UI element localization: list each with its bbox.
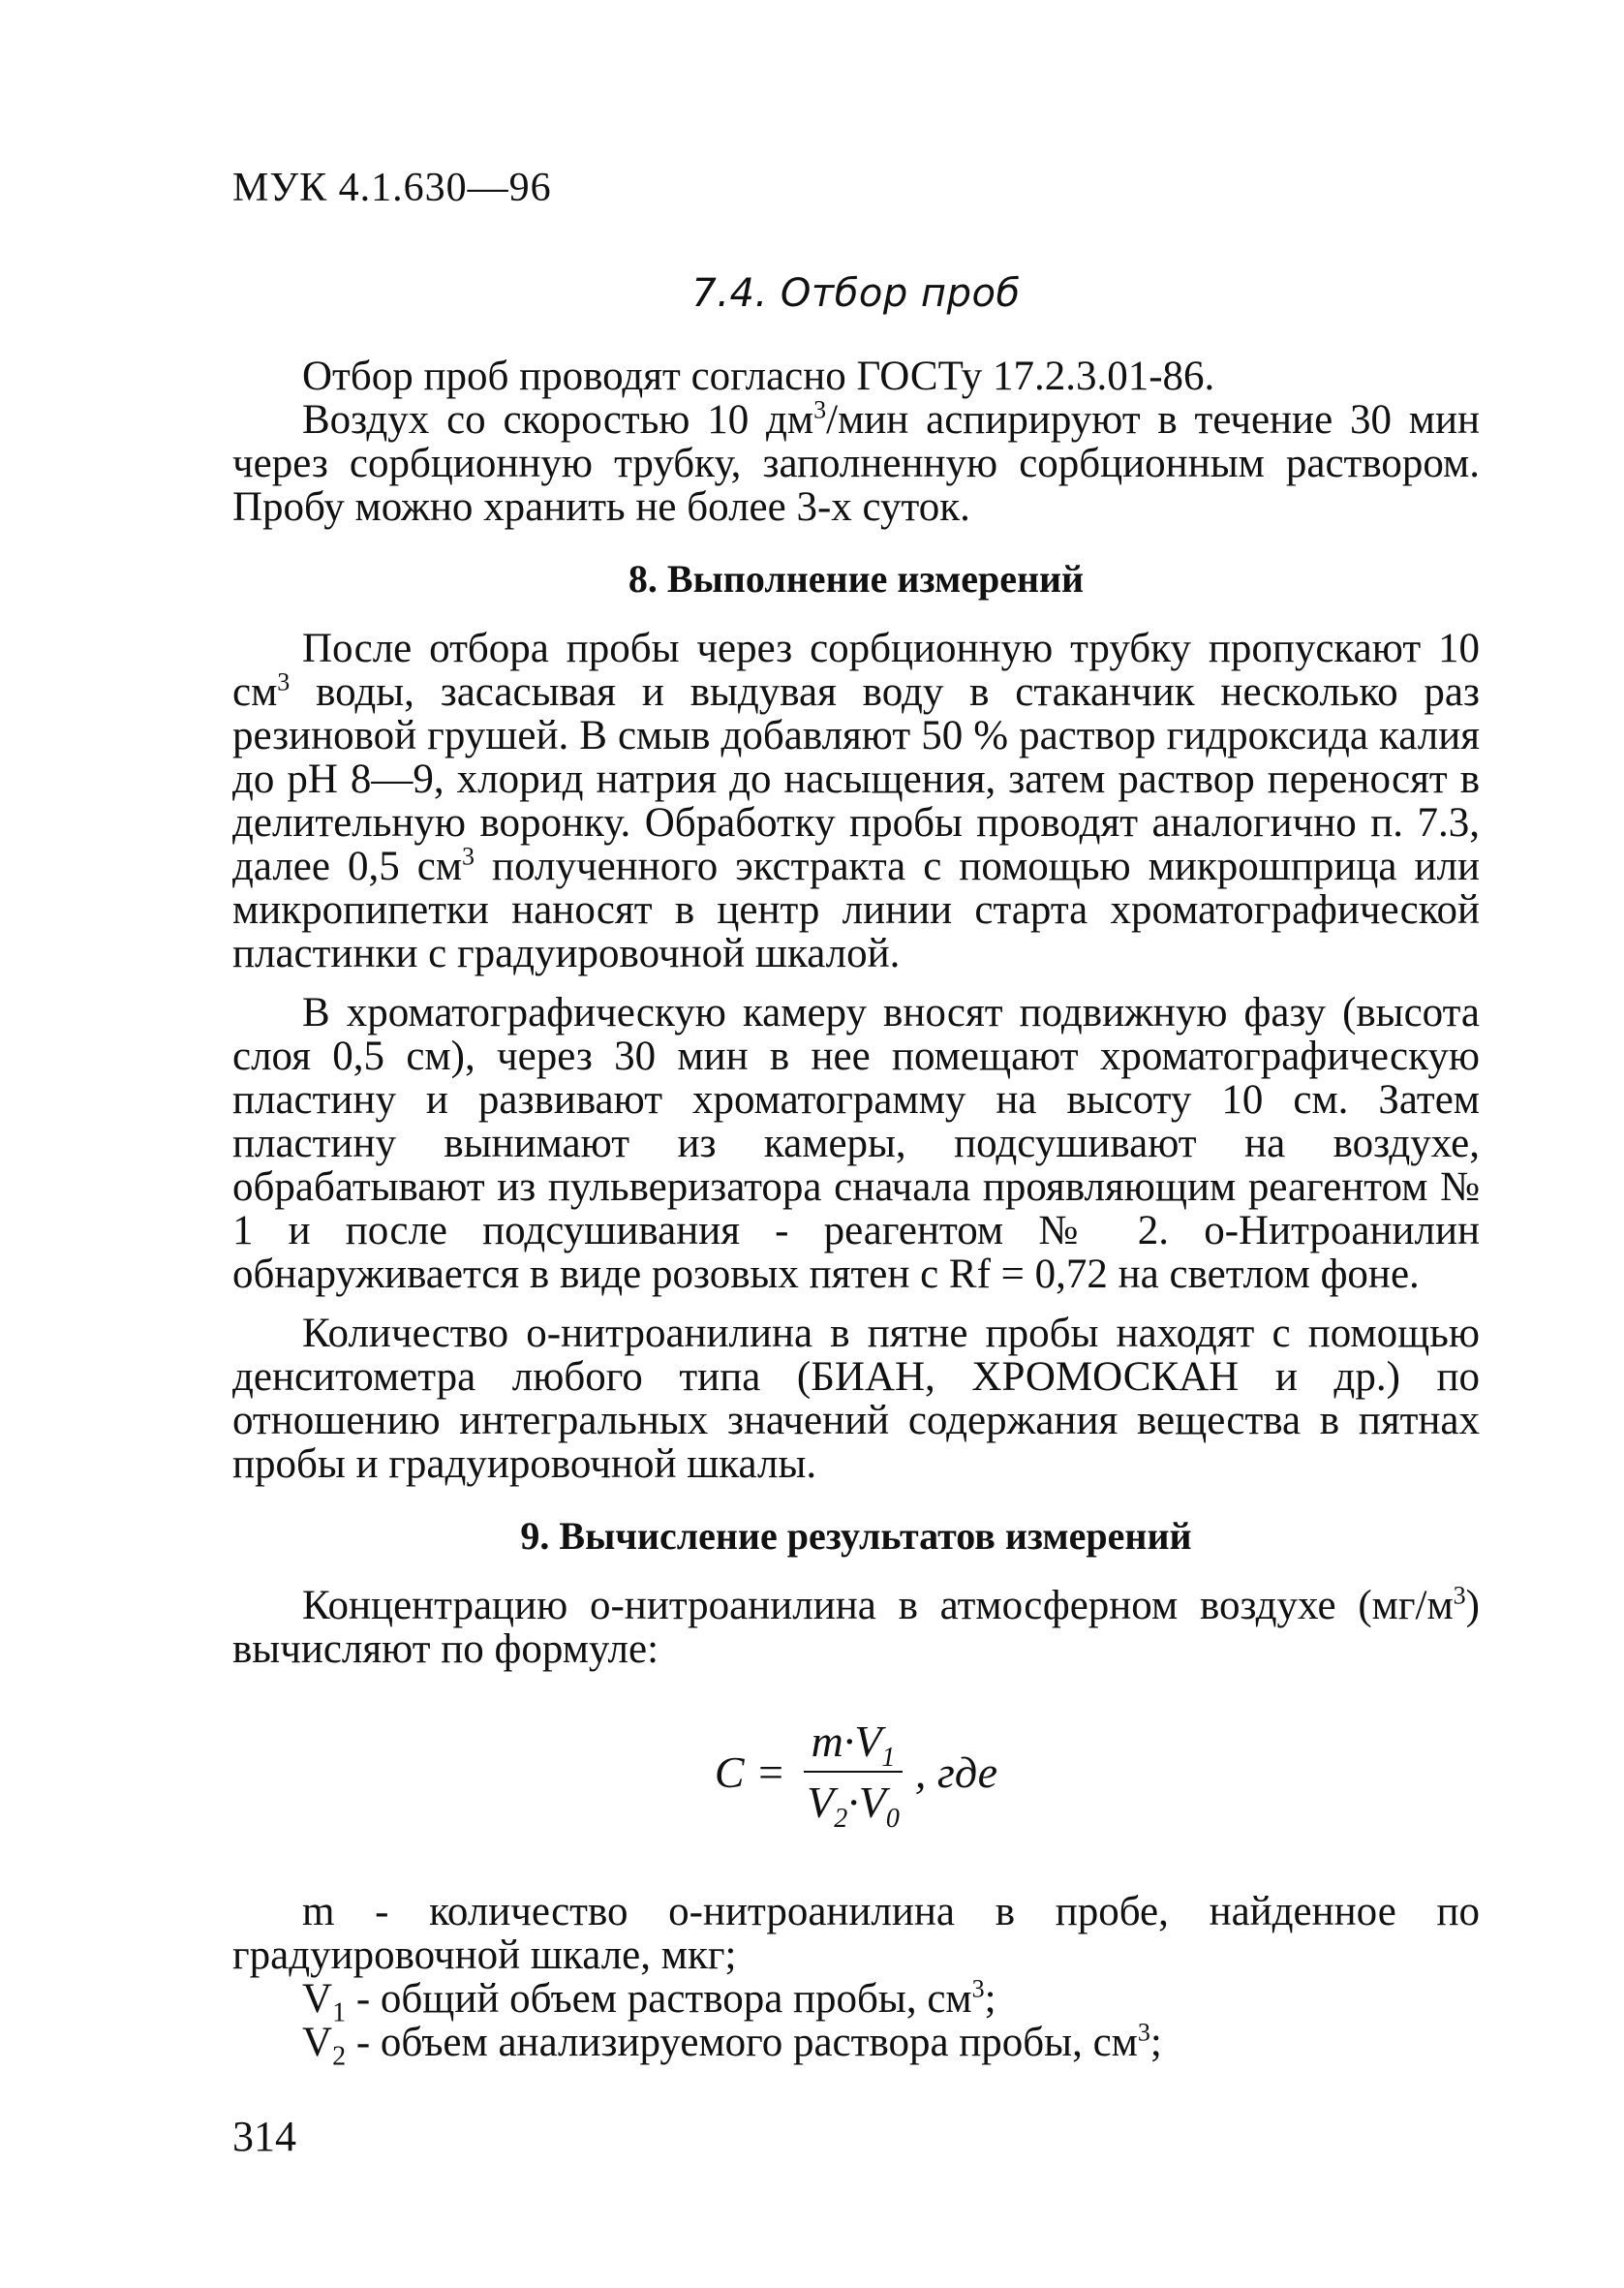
formula-lhs: C = [714,1747,786,1797]
definition-m: m - количество о-нитроанилина в пробе, найденное по градуировочной шкале, мкг; [232,1889,1480,1978]
paragraph: Отбор проб проводят согласно ГОСТу 17.2.3.01-86. [302,354,1215,399]
paragraph: Концентрацию о-нитроанилина в атмосферном воздухе $(мг/м^3)$ вычисляют по формуле: [232,1581,1480,1672]
formula-denominator: $V_2\cdot V_0$ [807,1778,900,1835]
paragraph: Воздух со скоростью 10 $дм^3$/мин аспирируют в течение 30 мин через сорбционную трубку, заполненную сорбционным раствором. Пробу можно хранить не более 3-х суток. [232,395,1480,530]
concentration-formula [232,1716,1480,1835]
definition-v2: $V_2$ - объем анализируемого раствора пробы, $см^3$; [302,2018,1162,2072]
page-number: 314 [232,2113,296,2160]
section-8-title: 8. Выполнение измерений [628,557,1085,601]
section-7-4-title: 7.4. Отбор проб [691,271,1021,316]
paragraph: После отбора пробы через сорбционную трубку пропускают 10 $см^3$ воды, засасывая и выдувая воду в стаканчик несколько раз резиновой грушей. В смыв добавляют 50 % раствор гидроксида калия до рН 8—9, хлорид натрия до насыщения, затем раствор переносят в делительную воронку. Обработку пробы проводят аналогично п. 7.3, далее 0,5 $см^3$ полученного экстракта с помощью микрошприца или микропипетки наносят в центр линии старта хроматографической пластинки с градуировочной шкалой. [232,626,1480,976]
section-9-title: 9. Вычисление результатов измерений [520,1514,1192,1558]
formula-tail: , где [914,1747,998,1797]
definition-v1: $V_1$ - общий объем раствора пробы, $см^3$; [302,1974,996,2028]
formula-numerator: $m\cdot V_1$ [804,1716,904,1773]
document-code: МУК 4.1.630—96 [232,166,552,210]
paragraph: Количество о-нитроанилина в пятне пробы находят с помощью денситометра любого типа (БИАН, ХРОМОСКАН и др.) по отношению интегральных значений содержания вещества в пятнах пробы и градуировочной шкалы. [232,1311,1480,1487]
page-content [232,271,1480,2072]
formula-fraction [799,1716,907,1835]
paragraph: В хроматографическую камеру вносят подвижную фазу (высота слоя 0,5 см), через 30 мин в нее помещают хроматографическую пластину и развивают хроматограмму на высоту 10 см. Затем пластину вынимают из камеры, подсушивают на воздухе, обрабатывают из пульверизатора сначала проявляющим реагентом № 1 и после подсушивания - реагентом № 2. о-Нитроанилин обнаруживается в виде розовых пятен с Rf = 0,72 на светлом фоне. [232,990,1480,1297]
